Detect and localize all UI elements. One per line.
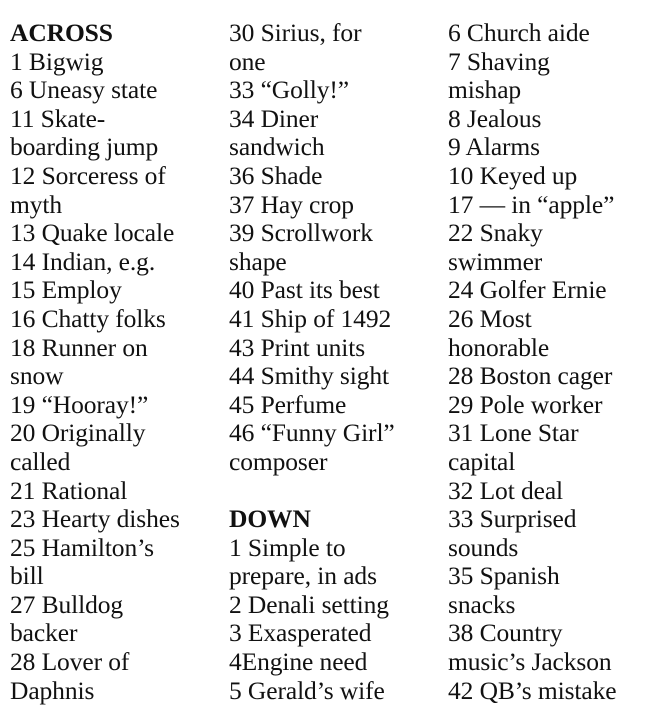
clue-line: myth [10,189,63,219]
clue-line: mishap [448,75,522,105]
clue-line: 36 Shade [229,160,323,190]
clue-line: 10 Keyed up [448,160,578,190]
clue-line: sandwich [229,132,325,162]
clue-line: 25 Hamilton’s [10,532,154,562]
clue-line: shape [229,246,287,276]
clue-line: 28 Lover of [10,647,130,677]
clue-column-1 [10,19,220,705]
clue-line: swimmer [448,246,543,276]
clue-line: one [229,46,266,76]
clue-line: 34 Diner [229,103,319,133]
clue-line: 13 Quake locale [10,218,175,248]
clue-line: 8 Jealous [448,103,542,133]
clue-line: 40 Past its best [229,275,380,305]
clue-line: 18 Runner on [10,332,148,362]
clue-line: 28 Boston cager [448,361,613,391]
clue-line: snow [10,361,64,391]
clue-line: 45 Perfume [229,389,347,419]
clue-line: 38 Country [448,618,563,648]
clue-line: 37 Hay crop [229,189,354,219]
clue-line: 23 Hearty dishes [10,504,180,534]
clue-line: 5 Gerald’s wife [229,675,385,705]
clue-line: 30 Sirius, for [229,18,362,47]
clue-line: 1 Simple to [229,532,346,562]
clue-column-2 [229,19,439,705]
clue-line: 2 Denali setting [229,589,389,619]
clue-line: 14 Indian, e.g. [10,246,156,276]
clue-line: snacks [448,589,516,619]
clue-line: 29 Pole worker [448,389,603,419]
clue-line: honorable [448,332,550,362]
clue-line: 12 Sorceress of [10,160,166,190]
clue-line: composer [229,446,328,476]
clue-line: 4Engine need [229,647,368,677]
clue-line: boarding jump [10,132,159,162]
clue-line: 44 Smithy sight [229,361,390,391]
clue-line: 42 QB’s mistake [448,675,617,705]
clue-line: bill [10,561,44,591]
clue-line: 6 Church aide [448,18,590,47]
clue-line: 7 Shaving [448,46,550,76]
clue-line: 19 “Hooray!” [10,389,149,419]
clue-line: 46 “Funny Girl” [229,418,395,448]
clue-line: capital [448,446,516,476]
clue-line: 1 Bigwig [10,46,104,76]
clue-line: 6 Uneasy state [10,75,158,105]
clue-column-3 [448,19,644,705]
clue-line: 24 Golfer Ernie [448,275,607,305]
clue-line: prepare, in ads [229,561,377,591]
clue-line: 11 Skate- [10,103,106,133]
clue-line: backer [10,618,78,648]
clue-line: music’s Jackson [448,647,612,677]
clue-line: 16 Chatty folks [10,303,166,333]
across-heading: ACROSS [10,18,113,47]
clue-line: 27 Bulldog [10,589,124,619]
clue-line: 22 Snaky [448,218,543,248]
clue-line: 33 “Golly!” [229,75,349,105]
down-heading: DOWN [229,504,311,534]
clue-line: 43 Print units [229,332,366,362]
clue-line: 41 Ship of 1492 [229,303,392,333]
clue-line: 32 Lot deal [448,475,564,505]
clue-line: 3 Exasperated [229,618,372,648]
clue-line: sounds [448,532,519,562]
clue-line: 33 Surprised [448,504,577,534]
clue-line: 31 Lone Star [448,418,579,448]
clue-line: 20 Originally [10,418,146,448]
clue-line: 39 Scrollwork [229,218,373,248]
clue-line: called [10,446,71,476]
clue-line: 35 Spanish [448,561,560,591]
clue-line: 21 Rational [10,475,128,505]
clue-line: 26 Most [448,303,532,333]
clue-line: Daphnis [10,675,95,705]
spacer [229,477,439,506]
clue-line: 17 — in “apple” [448,189,615,219]
clue-line: 9 Alarms [448,132,540,162]
clue-line: 15 Employ [10,275,122,305]
